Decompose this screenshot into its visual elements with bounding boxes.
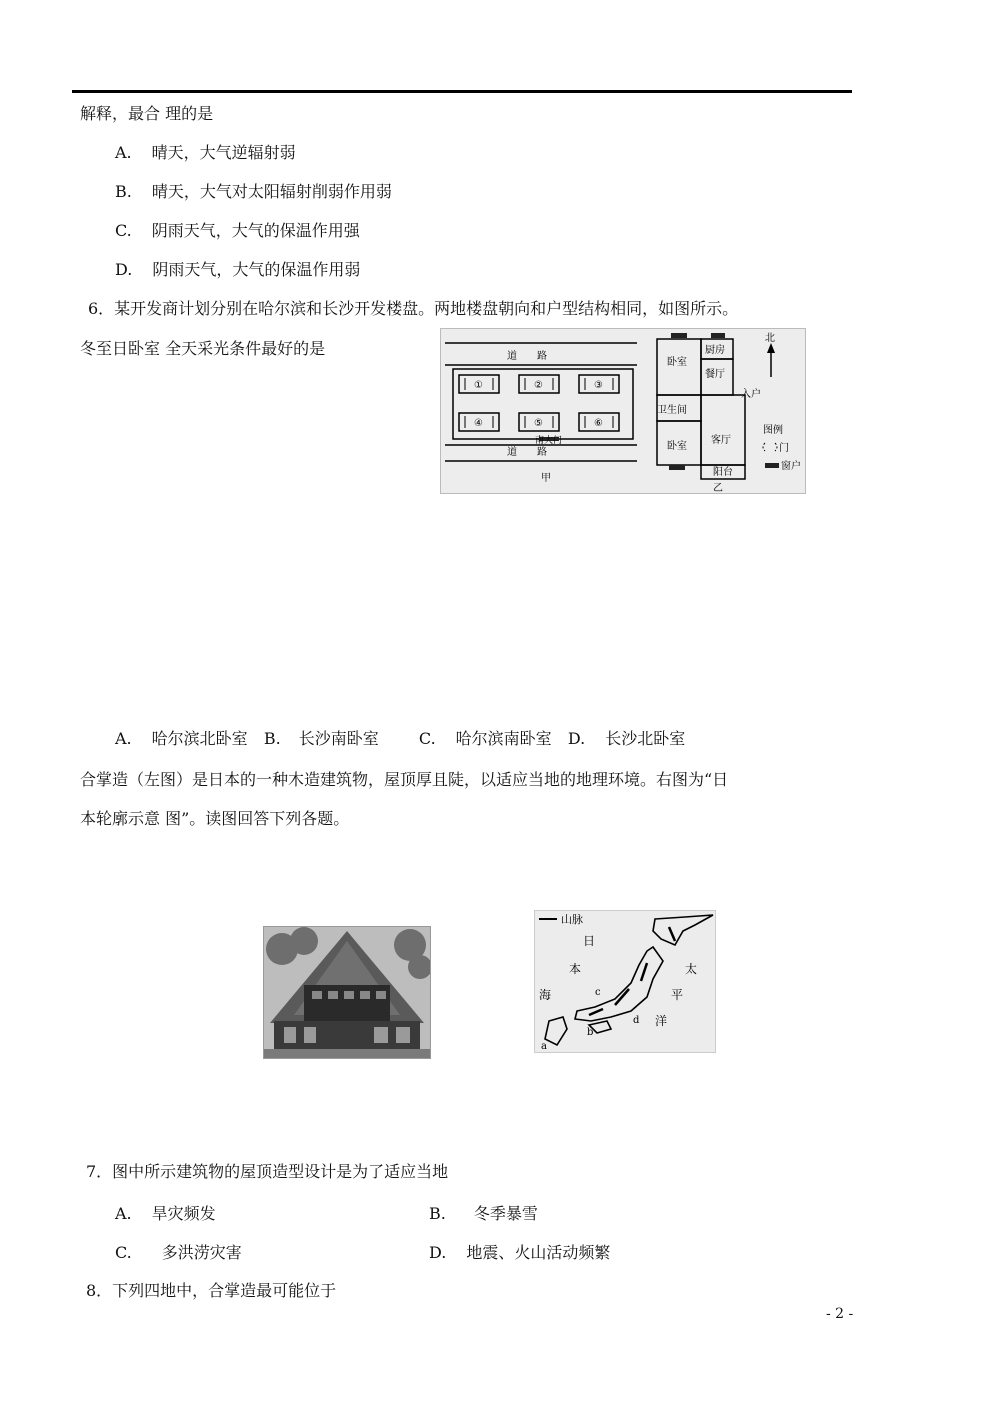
kitchen-label: 厨房	[705, 345, 725, 356]
q5-option-c[interactable]: C. 阴雨天气，大气的保温作用强	[115, 221, 360, 240]
map-point-c: c	[595, 987, 601, 998]
q6-stem-line2: 冬至日卧室 全天采光条件最好的是	[80, 339, 326, 358]
building-4: ④	[474, 418, 483, 429]
bedroom-south-label: 卧室	[667, 441, 687, 452]
q6-option-a[interactable]: A. 哈尔滨北卧室	[115, 729, 248, 748]
map-sea-char-2: 本	[569, 962, 582, 976]
north-arrow-label: 北	[765, 333, 775, 344]
intro-line1: 合掌造（左图）是日本的一种木造建筑物，屋顶厚且陡，以适应当地的地理环境。右图为“日	[80, 770, 729, 789]
q6-option-d[interactable]: D. 长沙北卧室	[567, 729, 686, 748]
road-top-label: 道 路	[507, 351, 547, 362]
building-2: ②	[534, 380, 543, 391]
building-3: ③	[594, 380, 603, 391]
q5-option-a[interactable]: A. 晴天，大气逆辐射弱	[115, 143, 296, 162]
balcony-label: 阳台	[713, 467, 733, 478]
q7-option-b[interactable]: B. 冬季暴雪	[429, 1204, 538, 1223]
map-ocean-char-2: 平	[671, 988, 684, 1002]
label-yi: 乙	[713, 483, 723, 493]
page-number: - 2 -	[826, 1306, 854, 1322]
building-5: ⑤	[534, 418, 543, 429]
q7-option-c[interactable]: C. 多洪涝灾害	[115, 1243, 242, 1262]
legend-door: 门	[779, 443, 789, 454]
q7-stem: 7．图中所示建筑物的屋顶造型设计是为了适应当地	[86, 1162, 449, 1181]
map-ocean-char-1: 太	[685, 962, 698, 976]
dining-label: 餐厅	[705, 369, 725, 380]
map-point-b: b	[587, 1027, 594, 1038]
q6-option-b[interactable]: B. 长沙南卧室	[263, 729, 379, 748]
header-rule	[72, 90, 852, 93]
bedroom-north-label: 卧室	[667, 357, 687, 368]
q6-option-c[interactable]: C. 哈尔滨南卧室	[418, 729, 552, 748]
map-point-d: d	[633, 1015, 640, 1026]
gate-label: 南大门	[535, 436, 563, 446]
road-bottom-label: 道 路	[507, 447, 547, 458]
living-room-label: 客厅	[711, 435, 731, 446]
map-point-a: a	[541, 1041, 547, 1052]
map-ocean-char-3: 洋	[655, 1014, 668, 1028]
japan-outline-map	[534, 910, 716, 1053]
map-legend-mountains: 山脉	[561, 913, 583, 926]
building-1: ①	[474, 380, 483, 391]
gassho-house-image	[263, 926, 431, 1059]
map-sea-char-1: 日	[583, 934, 596, 948]
entry-label: 入户	[741, 389, 761, 400]
label-jia: 甲	[541, 473, 551, 484]
q5-stem-continuation: 解释，最合 理的是	[80, 104, 214, 123]
q8-stem: 8．下列四地中，合掌造最可能位于	[86, 1281, 337, 1300]
bathroom-label: 卫生间	[657, 405, 687, 416]
floor-plan-figure	[440, 328, 806, 494]
q6-stem-line1: 6．某开发商计划分别在哈尔滨和长沙开发楼盘。两地楼盘朝向和户型结构相同，如图所示。	[88, 299, 739, 318]
q5-option-b[interactable]: B. 晴天，大气对太阳辐射削弱作用弱	[115, 182, 392, 201]
intro-line2: 本轮廓示意 图”。读图回答下列各题。	[80, 809, 350, 828]
q6-options-row	[115, 726, 685, 749]
q7-option-a[interactable]: A. 旱灾频发	[115, 1204, 216, 1223]
map-sea-char-3: 海	[539, 988, 552, 1002]
legend-window: 窗户	[781, 461, 801, 472]
building-6: ⑥	[594, 418, 603, 429]
q7-option-d[interactable]: D. 地震、火山活动频繁	[429, 1243, 611, 1262]
q5-option-d[interactable]: D. 阴雨天气，大气的保温作用弱	[115, 260, 361, 279]
legend-title: 图例	[763, 425, 783, 436]
